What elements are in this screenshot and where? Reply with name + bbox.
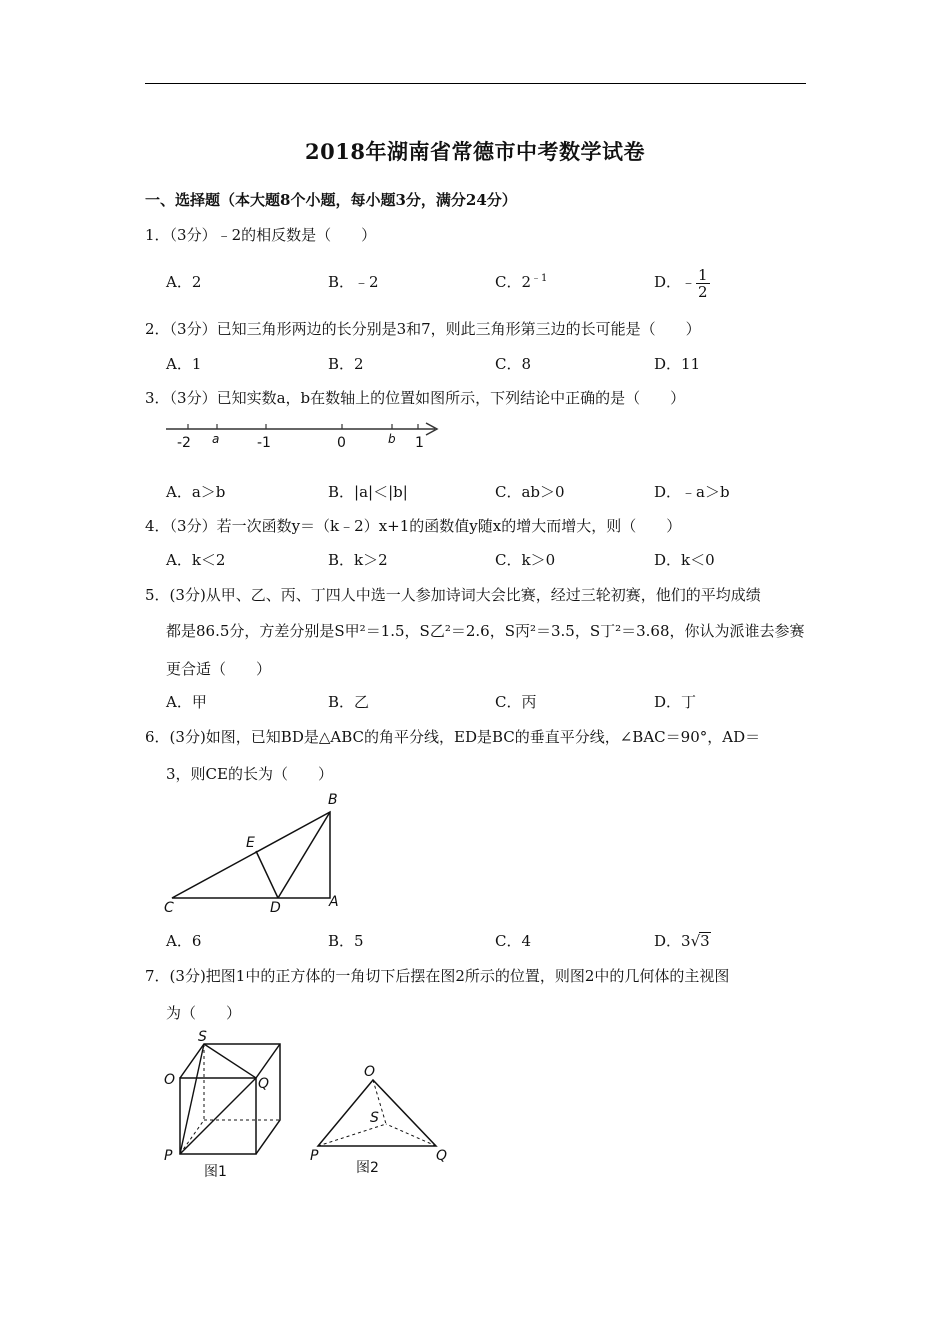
fig1-point-o: O [164,1072,176,1088]
triangle-figure [160,788,360,918]
cube-figure-1 [164,1029,280,1180]
question-5-line3: 更合适（ ） [166,660,272,678]
fig2-caption: 图2 [356,1160,379,1176]
tick-label-one: 1 [415,435,424,451]
question-7-line2: 为（ ） [166,1004,242,1022]
q3-option-a: A．a＞b [166,483,226,501]
q1-option-c: C．$2^{﹣1}$ [495,273,548,291]
q3-option-d: D．﹣a＞b [654,483,730,501]
fig2-point-q: Q [436,1148,448,1164]
header-rule [145,83,806,84]
point-label-c: C [164,900,174,916]
q2-option-d: D．11 [654,355,701,373]
q6-option-c: C．4 [495,932,532,950]
point-label-e: E [246,835,255,851]
q2-option-b: B．2 [328,355,364,373]
cube-figures [158,1028,458,1183]
q4-option-d: D．k＜0 [654,551,715,569]
q1-option-a: A．2 [166,273,202,291]
question-1-stem: 1．（3分）﹣2的相反数是（ ） [145,226,377,244]
section-heading: 一、选择题（本大题8个小题，每小题3分，满分24分） [145,191,517,209]
q2-option-a: A．1 [166,355,202,373]
point-label-b: B [328,792,338,808]
q4-option-b: B．k＞2 [328,551,388,569]
q4-option-a: A．k＜2 [166,551,226,569]
segment-ed [256,851,278,898]
question-6-line2: 3，则CE的长为（ ） [166,765,333,783]
q6-option-b: B．5 [328,932,364,950]
sqrt-radicand: 3 [700,932,710,950]
question-3-stem: 3．（3分）已知实数a，b在数轴上的位置如图所示，下列结论中正确的是（ ） [145,389,686,407]
q5-option-d: D．丁 [654,693,697,711]
tick-label-b: b [388,432,396,446]
q1-option-b: B．﹣2 [328,273,379,291]
triangle-abc [172,812,330,898]
tick-label-neg1: -1 [257,435,271,451]
point-label-a: A [329,894,339,910]
fig1-point-q: Q [258,1076,270,1092]
q5-option-a: A．甲 [166,693,207,711]
point-label-d: D [270,900,281,916]
q5-option-c: C．丙 [495,693,537,711]
fig2-point-p: P [310,1148,319,1164]
question-5-line1: 5．(3分)从甲、乙、丙、丁四人中选一人参加诗词大会比赛，经过三轮初赛，他们的平均成绩 [145,586,761,604]
fig1-caption: 图1 [204,1164,227,1180]
q6-option-a: A．6 [166,932,202,950]
question-4-stem: 4．（3分）若一次函数y＝（k﹣2）x+1的函数值y随x的增大而增大，则（ ） [145,517,682,535]
q6-option-d: D．3√3 [654,932,710,950]
question-5-line2: 都是86.5分，方差分别是S甲²＝1.5，S乙²＝2.6，S丙²＝3.5，S丁²＝3.68，你认为派谁去参赛 [166,622,805,640]
fig2-point-s: S [370,1110,379,1126]
q3-option-b: B．|a|＜|b| [328,483,408,501]
tick-label-a: a [212,432,220,446]
question-6-line1: 6．(3分)如图，已知BD是△ABC的角平分线，ED是BC的垂直平分线，∠BAC＝90°，AD＝ [145,728,761,746]
tetrahedron-figure-2 [310,1064,447,1176]
q4-option-c: C．k＞0 [495,551,556,569]
q5-option-b: B．乙 [328,693,370,711]
page-title: 2018年湖南省常德市中考数学试卷 [305,139,645,164]
q1-option-d: D．﹣ $\frac{1}{2}$ [654,265,708,301]
fig1-point-s: S [198,1029,207,1045]
fraction: $\frac{1}{2}$ [698,265,708,301]
question-2-stem: 2．（3分）已知三角形两边的长分别是3和7，则此三角形第三边的长可能是（ ） [145,320,701,338]
number-line-figure [160,415,450,455]
tick-label-zero: 0 [337,435,346,451]
fig2-point-o: O [364,1064,376,1080]
q3-option-c: C．ab＞0 [495,483,565,501]
fig1-point-p: P [164,1148,173,1164]
q2-option-c: C．8 [495,355,532,373]
tick-label-neg2: -2 [177,435,191,451]
segment-bd [278,812,330,898]
question-7-line1: 7．(3分)把图1中的正方体的一角切下后摆在图2所示的位置，则图2中的几何体的主视图 [145,967,730,985]
